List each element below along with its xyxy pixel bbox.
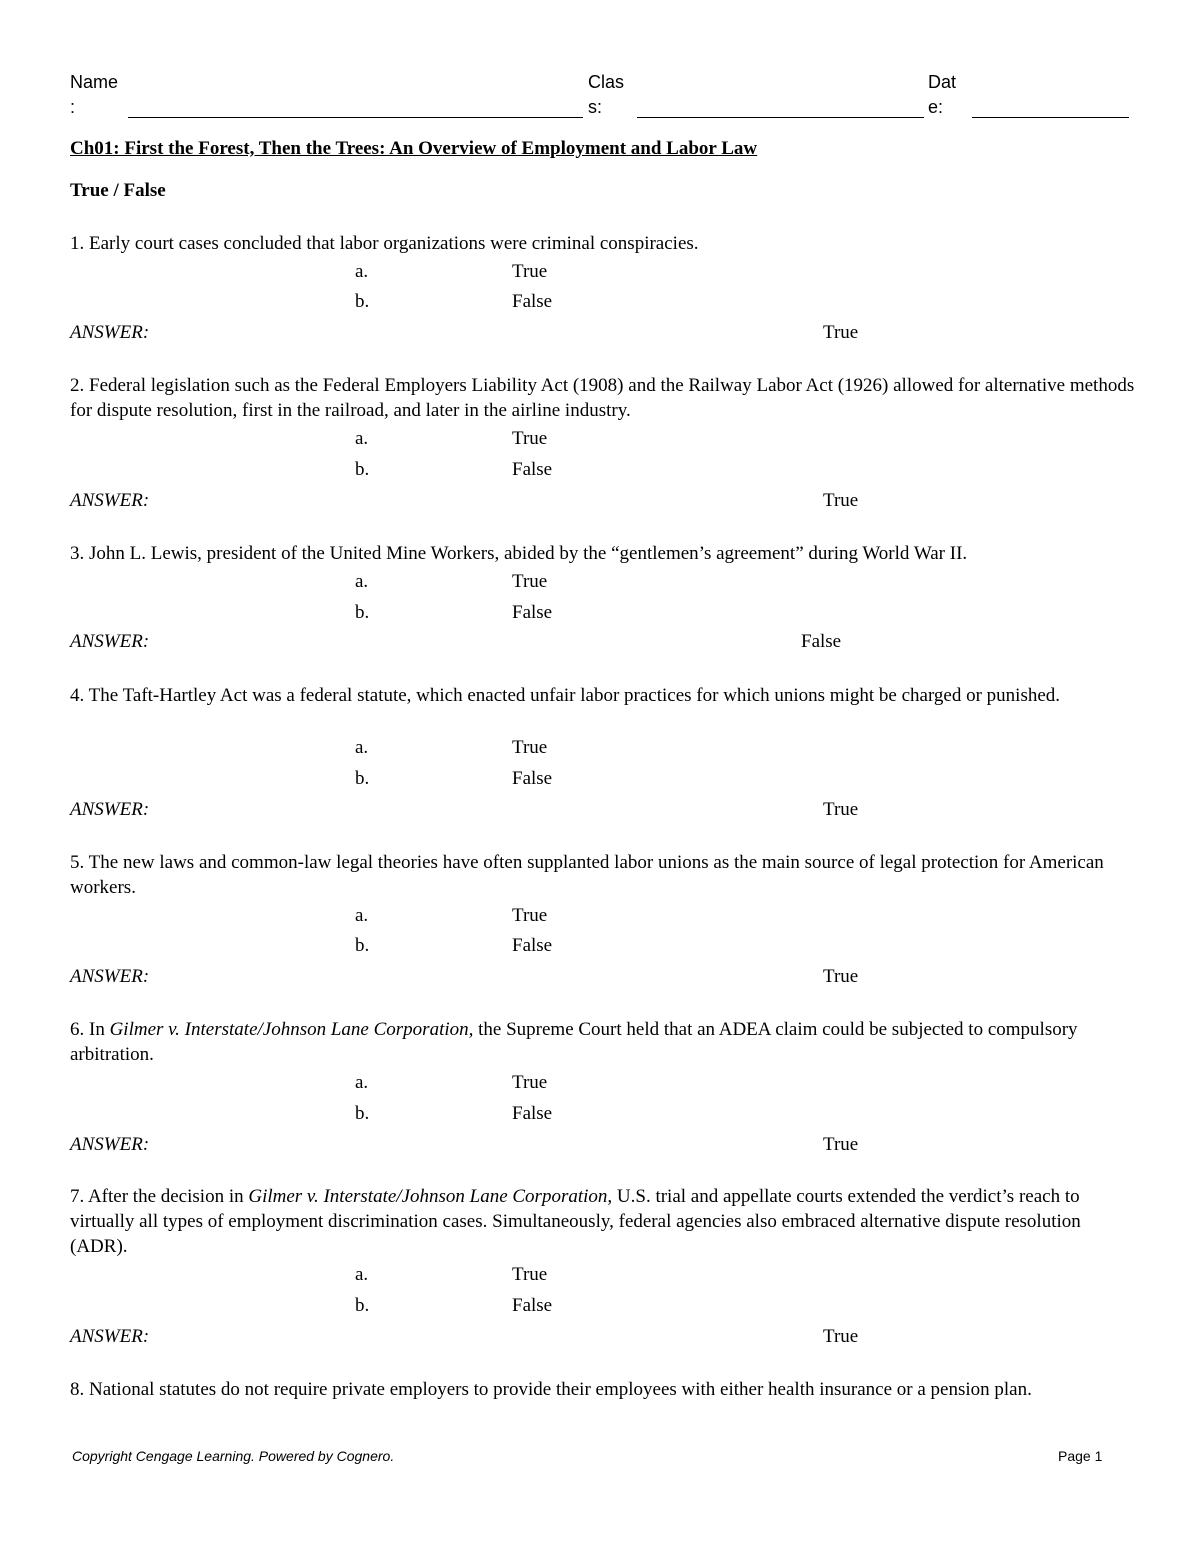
answer-value: True [823,490,859,511]
answer-value: True [823,322,859,343]
option-a-label[interactable]: True [512,737,548,758]
question-number: 8. [70,1379,89,1400]
option-a-letter: a. [355,571,369,592]
answer-label: ANSWER: [70,1326,150,1347]
option-b-letter: b. [355,1103,370,1124]
answer-label: ANSWER: [70,490,150,511]
option-a-letter: a. [355,1072,369,1093]
option-b-letter: b. [355,1295,370,1316]
question-text: John L. Lewis, president of the United Mine Workers, abided by the “gentlemen’s agreement” during World War II. [89,543,968,564]
answer-label: ANSWER: [70,966,150,987]
option-b-label[interactable]: False [512,768,553,789]
date-label-suffix: e: [928,97,944,117]
option-b-label[interactable]: False [512,291,553,312]
question-5 [70,850,1140,900]
option-b-label[interactable]: False [512,1103,553,1124]
option-b-letter: b. [355,935,370,956]
answer-value: True [823,1134,859,1155]
question-number: 7. [70,1186,88,1207]
question-number: 3. [70,543,89,564]
question-text-continued: the Supreme Court held that an ADEA claim could be subjected to compulsory arbitration. [70,1019,1078,1065]
option-b-label[interactable]: False [512,459,553,480]
question-8 [70,1377,1140,1402]
footer-page-number: Page 1 [1058,1448,1103,1464]
answer-value: True [823,799,859,820]
option-b-letter: b. [355,602,370,623]
option-b-label[interactable]: False [512,935,553,956]
option-a-label[interactable]: True [512,1072,548,1093]
answer-label: ANSWER: [70,631,150,652]
class-label-suffix: s: [588,97,603,117]
option-a-letter: a. [355,737,369,758]
question-text: National statutes do not require private employers to provide their employees with either health insurance or a pension plan. [89,1379,1032,1400]
answer-label: ANSWER: [70,322,150,343]
question-1 [70,231,1140,256]
option-b-letter: b. [355,291,370,312]
footer-copyright: Copyright Cengage Learning. Powered by Cognero. [72,1448,395,1464]
question-number: 1. [70,233,89,254]
question-text-continued: U.S. trial and appellate courts extended the verdict’s reach to virtually all types of employment discrimination cases. Simultaneously, federal agencies also embraced alternative dispute resolution (ADR). [70,1186,1081,1257]
question-7 [70,1184,1140,1259]
option-a-letter: a. [355,905,369,926]
question-number: 6. [70,1019,89,1040]
option-b-label[interactable]: False [512,1295,553,1316]
date-field-line[interactable] [972,117,1129,118]
section-heading: True / False [70,180,166,201]
option-a-label[interactable]: True [512,571,548,592]
option-b-letter: b. [355,768,370,789]
answer-label: ANSWER: [70,1134,150,1155]
answer-label: ANSWER: [70,799,150,820]
question-number: 2. [70,375,89,396]
name-label: Name [70,72,119,92]
case-name-italic: Gilmer v. Interstate/Johnson Lane Corporation, [109,1019,474,1040]
question-3 [70,541,1140,566]
question-number: 4. [70,685,89,706]
question-text: The Taft-Hartley Act was a federal statute, which enacted unfair labor practices for which unions might be charged or punished. [88,685,1061,706]
chapter-title: Ch01: First the Forest, Then the Trees: An Overview of Employment and Labor Law [70,138,758,159]
option-b-label[interactable]: False [512,602,553,623]
question-number: 5. [70,852,89,873]
option-a-label[interactable]: True [512,905,548,926]
option-a-label[interactable]: True [512,428,548,449]
question-text: In [89,1019,110,1040]
case-name-italic: Gilmer v. Interstate/Johnson Lane Corporation, [248,1186,613,1207]
question-4 [70,683,1140,708]
question-text: After the decision in [87,1186,249,1207]
question-text: Early court cases concluded that labor organizations were criminal conspiracies. [89,233,699,254]
option-a-letter: a. [355,428,369,449]
date-label: Dat [928,72,957,92]
option-a-label[interactable]: True [512,261,548,282]
option-a-label[interactable]: True [512,1264,548,1285]
option-a-letter: a. [355,1264,369,1285]
name-field-line[interactable] [128,117,583,118]
question-6 [70,1017,1140,1067]
class-field-line[interactable] [637,117,924,118]
question-text: The new laws and common-law legal theories have often supplanted labor unions as the main source of legal protection for American workers. [70,852,1104,898]
answer-value: True [823,1326,859,1347]
class-label: Clas [588,72,625,92]
name-label-colon: : [70,97,76,117]
question-2 [70,373,1140,423]
answer-value: True [823,966,859,987]
question-text: Federal legislation such as the Federal Employers Liability Act (1908) and the Railway Labor Act (1926) allowed for alternative methods for dispute resolution, first in the railroad, and later in the airline industry. [70,375,1135,421]
answer-value: False [801,631,842,652]
option-b-letter: b. [355,459,370,480]
option-a-letter: a. [355,261,369,282]
